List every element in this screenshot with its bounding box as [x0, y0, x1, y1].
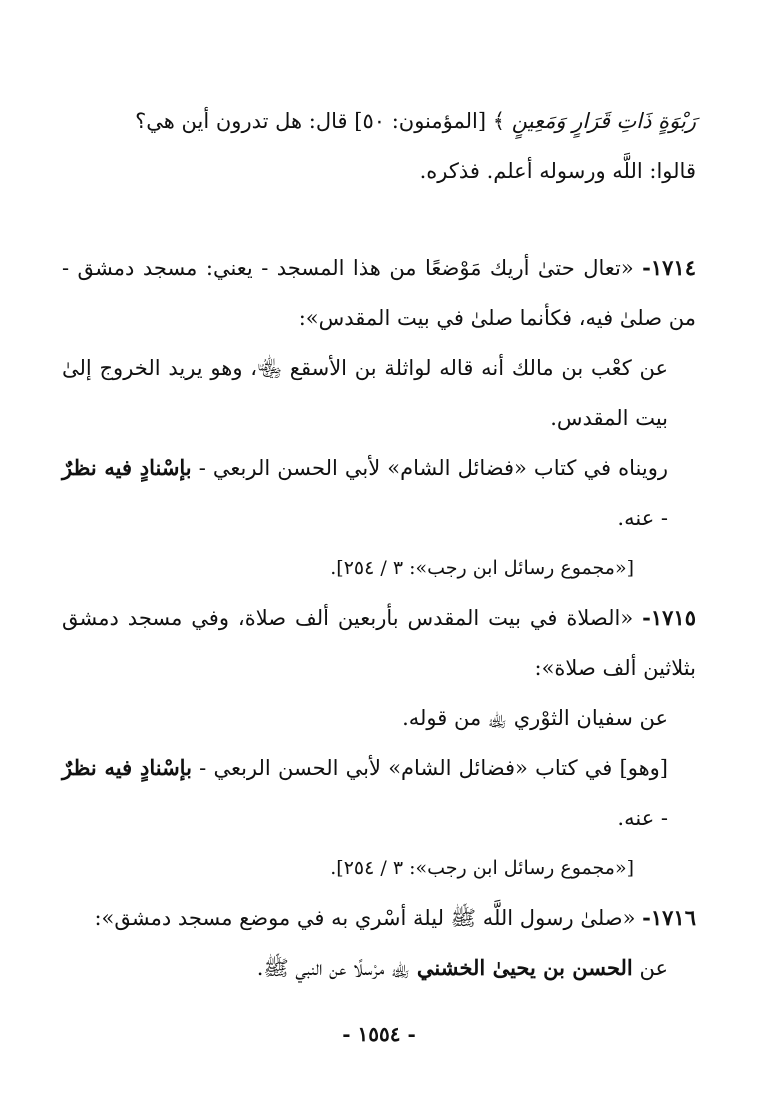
entry-title-text: «تعال حتىٰ أريك مَوْضعًا من هذا المسجد - يعني: مسجد دمشق - من صلىٰ فيه، فكأنما صلىٰ في بيت المقدس»: [62, 256, 696, 330]
entry-1714-title [62, 243, 696, 343]
surah-reference: [المؤمنون: ٥٠] [354, 109, 487, 133]
quran-close-bracket: ﴾ [492, 109, 506, 133]
entry-1714-reference: [«مجموع رسائل ابن رجب»: ٣ / ٢٥٤]. [330, 557, 634, 579]
source-suffix: - عنه. [617, 806, 668, 830]
entry-1715-source [62, 743, 696, 843]
entry-number: ١٧١٤- [642, 255, 696, 280]
narrator-prefix: عن [639, 956, 668, 980]
intro-text-line2: قالوا: اللَّه ورسوله أعلم. فذكره. [419, 159, 696, 183]
entry-title-text: «الصلاة في بيت المقدس بأربعين ألف صلاة، وفي مسجد دمشق بثلاثين ألف صلاة»: [62, 606, 696, 680]
page-number: - ١٥٥٤ - [342, 1022, 416, 1046]
intro-text-line1: قال: هل تدرون أين هي؟ [135, 109, 348, 133]
narrator-bold: الحسن بن يحيىٰ الخشني [416, 955, 633, 980]
source-bold: بإسْنادٍ فيه نظرٌ [62, 455, 192, 480]
source-prefix: [وهو] في كتاب «فضائل الشام» لأبي الحسن الربعي - [199, 756, 668, 780]
entry-1715-title [62, 593, 696, 693]
entry-1716-title [62, 893, 696, 943]
intro-paragraph [62, 96, 696, 196]
entry-number: ١٧١٥- [642, 605, 696, 630]
entry-1715-reference: [«مجموع رسائل ابن رجب»: ٣ / ٢٥٤]. [330, 857, 634, 879]
narrator-text: عن سفيان الثوْري ﵀ من قوله. [402, 706, 668, 730]
entry-title-text: «صلىٰ رسول اللَّه ﷺ ليلة أسْري به في موضع مسجد دمشق»: [94, 906, 636, 930]
source-suffix: - عنه. [617, 506, 668, 530]
narrator-text: عن كعْب بن مالك أنه قاله لواثلة بن الأسقع ﵄، وهو يريد الخروج إلىٰ بيت المقدس. [62, 356, 668, 430]
entry-1716-narrator [62, 943, 696, 993]
source-prefix: رويناه في كتاب «فضائل الشام» لأبي الحسن الربعي - [198, 456, 668, 480]
source-bold: بإسْنادٍ فيه نظرٌ [62, 755, 192, 780]
entry-number: ١٧١٦- [642, 905, 696, 930]
entry-1715-narrator [62, 693, 696, 743]
narrator-suffix: ﵀ مرْسلًا عن النبي ﷺ. [256, 956, 411, 980]
entry-1714-narrator [62, 343, 696, 443]
entry-1714-source [62, 443, 696, 543]
quran-fragment: رَبْوَةٍ ذَاتِ قَرَارٍ وَمَعِينٍ [511, 109, 696, 133]
